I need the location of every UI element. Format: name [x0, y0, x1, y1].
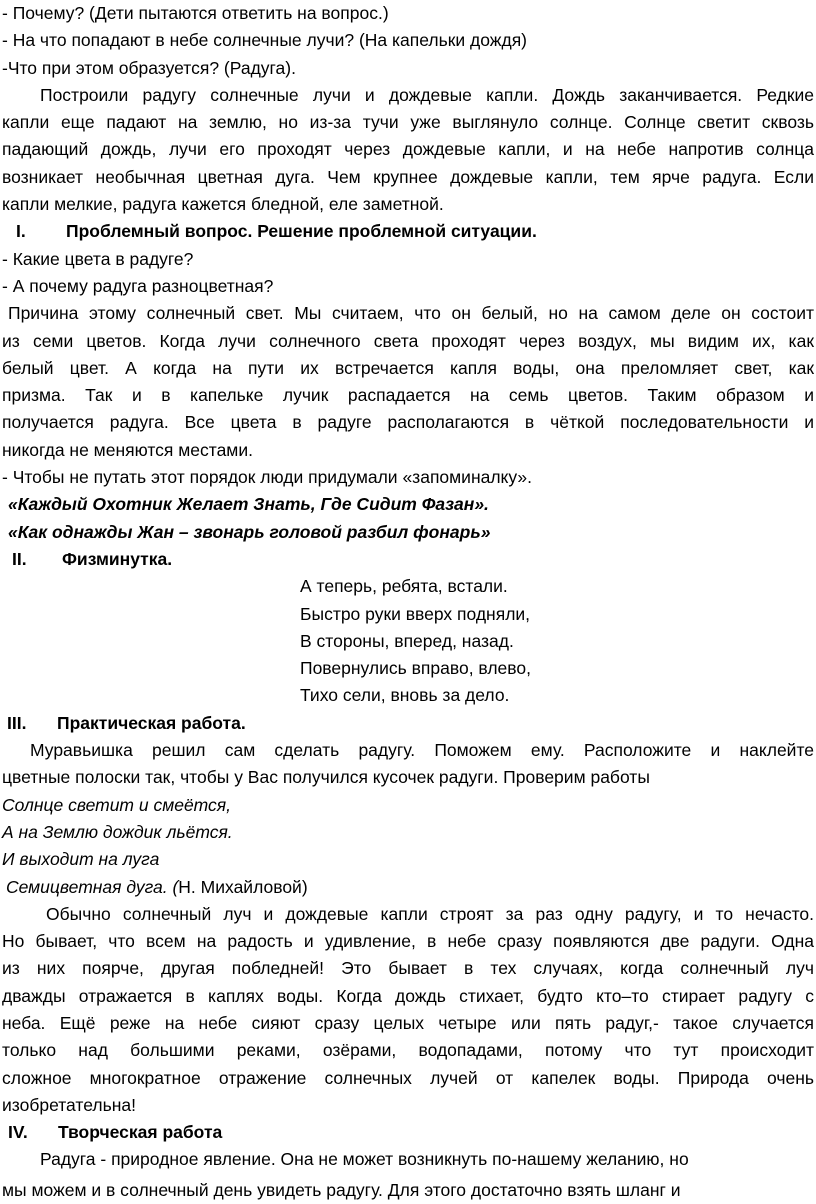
text-line: из них поярче, другая побледней! Это бывает в тех случаях, когда солнечный луч [2, 958, 814, 979]
section-title: Проблемный вопрос. Решение проблемной ситуации. [66, 221, 537, 242]
text-line: капли мелкие, радуга кажется бледной, еле заметной. [2, 194, 444, 215]
text-line: Причина этому солнечный свет. Мы считаем, что он белый, но на самом деле он состоит [8, 303, 814, 324]
text-line: возникает необычная цветная дуга. Чем крупнее дождевые капли, тем ярче радуга. Если [2, 166, 814, 187]
dialog-line: - Почему? (Дети пытаются ответить на вопрос.) [2, 3, 389, 23]
text-line: никогда не меняются местами. [2, 439, 253, 460]
text-line: только над большими реками, озёрами, водопадами, потому что тут происходит [2, 1040, 814, 1061]
verse-line-with-author [2, 874, 814, 901]
poem-line: Быстро руки вверх подняли, [300, 603, 531, 624]
text-line: Построили радугу солнечные лучи и дождевые капли. Дождь заканчивается. Редкие [40, 84, 814, 105]
exercise-poem [2, 573, 814, 709]
text-line: капли еще падают на землю, но из-за тучи уже выглянуло солнце. Солнце светит сквозь [2, 112, 814, 133]
text-line: изобретательна! [2, 1094, 136, 1115]
text-line: сложное многократное отражение солнечных лучей от капелек воды. Природа очень [2, 1067, 814, 1088]
section-title: Творческая работа [58, 1122, 223, 1143]
poem-line: Тихо сели, вновь за дело. [300, 685, 510, 706]
section-title: Физминутка. [62, 548, 173, 569]
text-line: - Чтобы не путать этот порядок люди придумали «запоминалку». [2, 467, 532, 488]
verse-text: Семицветная дуга. ( [6, 876, 179, 897]
text-line: из семи цветов. Когда лучи солнечного света проходят через воздух, мы видим их, как [2, 330, 814, 351]
text-line: падающий дождь, лучи его проходят через дождевые капли, и на небе напротив солнца [2, 139, 814, 160]
text-line: неба. Ещё реже на небе сияют сразу целых четыре или пять радуг,- такое случается [2, 1012, 814, 1033]
section-number: I. [16, 221, 26, 242]
text-line: мы можем и в солнечный день увидеть радугу. Для этого достаточно взять шланг и [2, 1179, 681, 1200]
mnemonic-line: «Каждый Охотник Желает Знать, Где Сидит Фазан». [8, 494, 489, 515]
paragraph-rainbow-formation [2, 82, 814, 218]
text-line: Обычно солнечный луч и дождевые капли строят за раз одну радугу, и то нечасто. [46, 903, 814, 924]
section-number: II. [12, 548, 27, 569]
text-line: Муравьишка решил сам сделать радугу. Поможем ему. Расположите и наклейте [30, 740, 814, 761]
section-heading-4 [2, 1119, 814, 1146]
section-heading-3 [2, 710, 814, 737]
text-line: белый цвет. А когда на пути их встречается капля воды, она преломляет свет, как [2, 357, 814, 378]
section-heading-1 [2, 218, 814, 245]
poem-line: В стороны, вперед, назад. [300, 630, 514, 651]
dialog-line: - На что попадают в небе солнечные лучи? (На капельки дождя) [2, 30, 527, 51]
verse-line: И выходит на луга [2, 849, 160, 870]
question-line: - Какие цвета в радуге? [2, 248, 194, 269]
text-line: Но бывает, что всем на радость и удивление, в небе сразу появляются две радуги. Одна [2, 931, 814, 952]
text-line: призма. Так и в капельке лучик распадается на семь цветов. Таким образом и [2, 385, 814, 406]
paragraph-light-colors [2, 300, 814, 464]
text-line: цветные полоски так, чтобы у Вас получился кусочек радуги. Проверим работы [2, 767, 650, 788]
poem-line: Повернулись вправо, влево, [300, 658, 531, 679]
paragraph-double-rainbow [2, 901, 814, 1119]
section-title: Практическая работа. [57, 712, 246, 733]
section-number: IV. [8, 1122, 28, 1143]
text-line: Радуга - природное явление. Она не может возникнуть по-нашему желанию, но [40, 1149, 689, 1170]
poem-line: А теперь, ребята, встали. [300, 576, 508, 597]
text-line: дважды отражается в каплях воды. Когда дождь стихает, будто кто–то стирает радугу с [2, 985, 814, 1006]
dialog-line: -Что при этом образуется? (Радуга). [2, 57, 296, 78]
section-heading-2 [2, 546, 814, 573]
verse-line: Солнце светит и смеётся, [2, 794, 232, 815]
mnemonic-line: «Как однажды Жан – звонарь головой разбил фонарь» [8, 521, 491, 542]
text-line: получается радуга. Все цвета в радуге располагаются в чёткой последовательности и [2, 412, 814, 433]
question-line: - А почему радуга разноцветная? [2, 275, 274, 296]
section-number: III. [7, 712, 27, 733]
verse-line: А на Землю дождик льётся. [2, 821, 233, 842]
verse-author: Н. Михайловой) [178, 876, 308, 897]
